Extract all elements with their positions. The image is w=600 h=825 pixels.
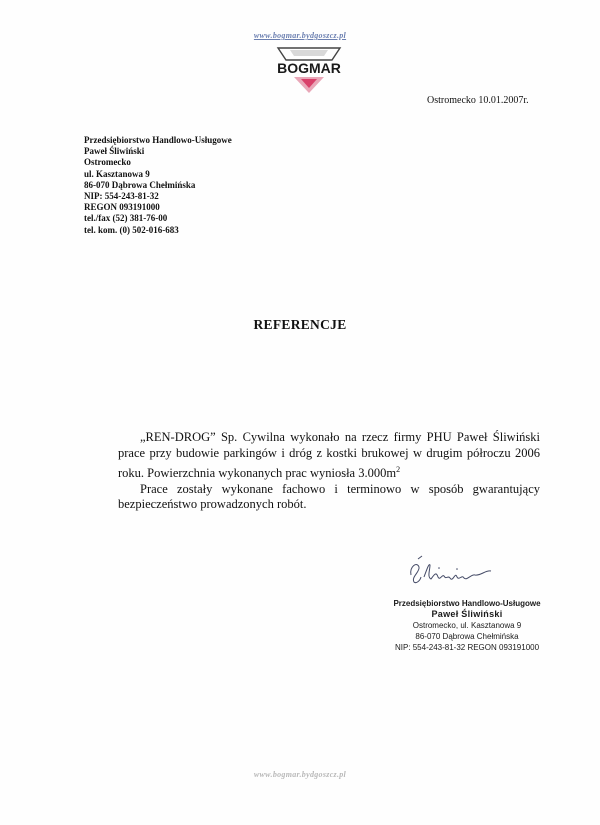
letter-body	[118, 430, 540, 513]
sender-line: Ostromecko	[84, 157, 131, 168]
stamp-line-ids: NIP: 554-243-81-32 REGON 093191000	[394, 643, 540, 652]
footer-website: www.bogmar.bydgoszcz.pl	[253, 770, 347, 779]
sender-line: NIP: 554-243-81-32	[84, 191, 159, 202]
bogmar-logo	[270, 42, 348, 94]
document-title: REFERENCJE	[253, 317, 347, 332]
body-paragraph-1	[118, 430, 540, 482]
area-unit-superscript: 2	[396, 464, 401, 474]
sender-line: REGON 093191000	[84, 202, 160, 213]
sender-line: tel./fax (52) 381-76-00	[84, 213, 168, 224]
stamp-line-city: 86-070 Dąbrowa Chełmińska	[415, 632, 519, 641]
sender-line: Paweł Śliwiński	[84, 146, 145, 157]
sender-line: tel. kom. (0) 502-016-683	[84, 224, 179, 235]
body-paragraph-2: Prace zostały wykonane fachowo i terminowo w sposób gwarantujący bezpieczeństwo prowadzonych robót.	[118, 481, 540, 512]
letter-date: Ostromecko 10.01.2007r.	[427, 95, 529, 106]
svg-text:BOGMAR: BOGMAR	[277, 60, 341, 76]
handwritten-signature	[405, 553, 495, 587]
sender-line: ul. Kasztanowa 9	[84, 168, 150, 179]
stamp-line-address: Ostromecko, ul. Kasztanowa 9	[412, 621, 522, 630]
header-website: www.bogmar.bydgoszcz.pl	[253, 31, 347, 40]
stamp-line-company: Przedsiębiorstwo Handlowo-Usługowe	[393, 599, 541, 608]
body-paragraph-1-text: „REN-DROG” Sp. Cywilna wykonało na rzecz firmy PHU Paweł Śliwiński prace przy budowie parkingów i dróg z kostki brukowej w drugim półroczu 2006 roku. Powierzchnia wykonanych prac wyniosła 3.000m	[118, 430, 540, 480]
sender-address-block	[84, 135, 232, 236]
stamp-line-name: Paweł Śliwiński	[431, 609, 503, 619]
company-stamp	[392, 598, 542, 653]
sender-line: Przedsiębiorstwo Handlowo-Usługowe	[84, 135, 232, 145]
sender-line: 86-070 Dąbrowa Chełmińska	[84, 179, 196, 190]
